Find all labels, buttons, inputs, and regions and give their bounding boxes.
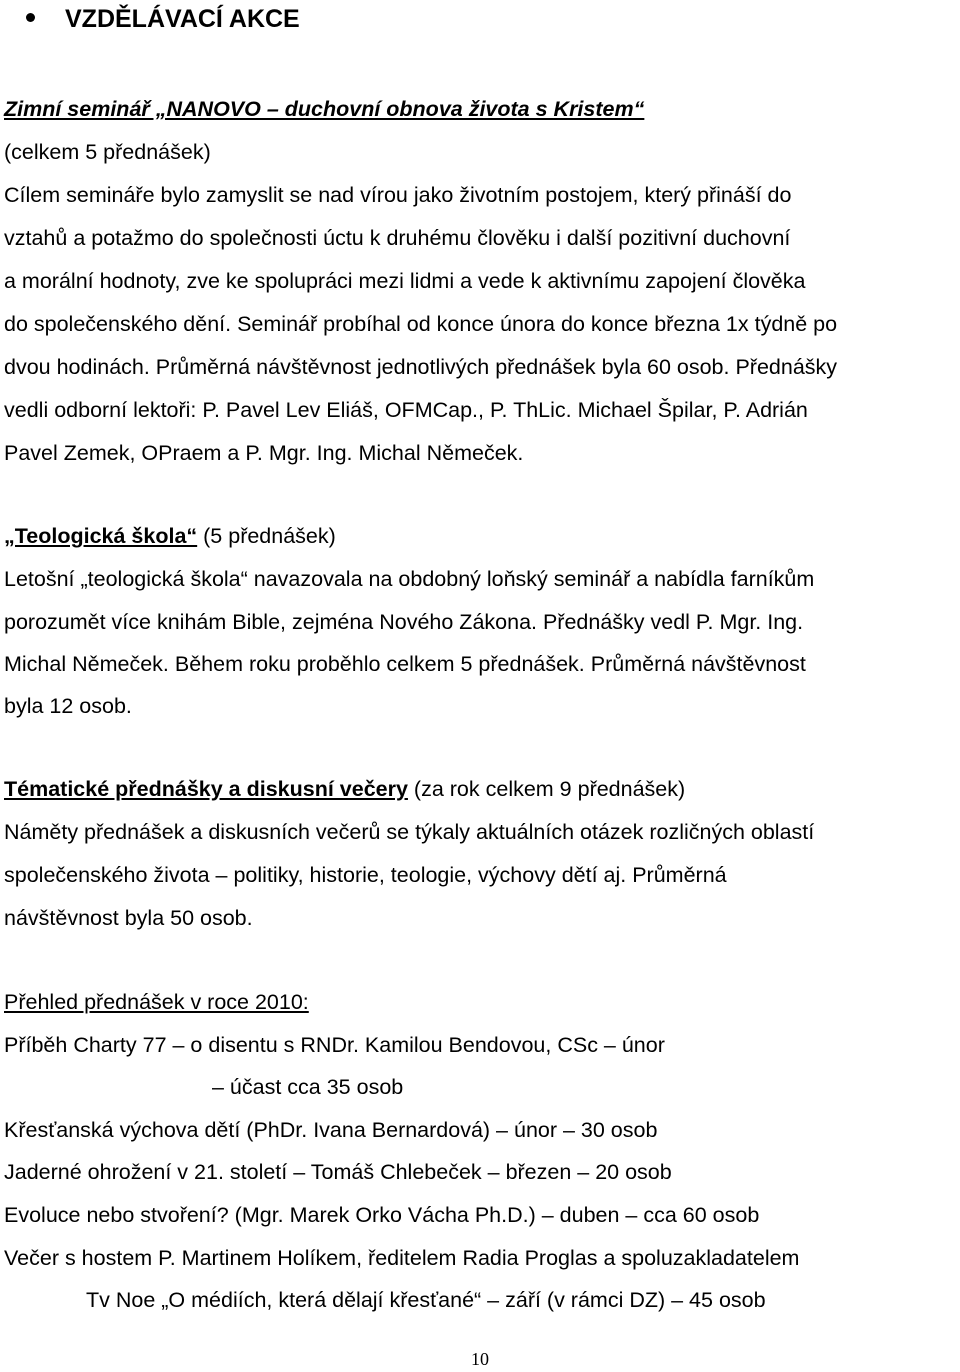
theology-line: byla 12 osob. (4, 694, 132, 718)
section-heading: VZDĚLÁVACÍ AKCE (65, 5, 300, 33)
overview-item: Evoluce nebo stvoření? (Mgr. Marek Orko Vácha Ph.D.) – duben – cca 60 osob (4, 1203, 760, 1227)
overview-item: Příběh Charty 77 – o disentu s RNDr. Kamilou Bendovou, CSc – únor (4, 1033, 665, 1057)
theology-title: „Teologická škola“ (4, 524, 198, 548)
bullet-icon (26, 13, 35, 22)
thematic-count: (za rok celkem 9 přednášek) (407, 777, 686, 801)
overview-item: Křesťanská výchova dětí (PhDr. Ivana Bernardová) – únor – 30 osob (4, 1118, 658, 1142)
seminar-count: (celkem 5 přednášek) (4, 140, 211, 164)
theology-heading (4, 523, 336, 549)
theology-line: Michal Němeček. Během roku proběhlo celkem 5 přednášek. Průměrná návštěvnost (4, 652, 806, 676)
thematic-line: Náměty přednášek a diskusních večerů se týkaly aktuálních otázek rozličných oblastí (4, 820, 815, 844)
overview-item: Jaderné ohrožení v 21. století – Tomáš Chlebeček – březen – 20 osob (4, 1160, 672, 1184)
thematic-line: návštěvnost byla 50 osob. (4, 906, 253, 930)
seminar-line: a morální hodnoty, zve ke spolupráci mezi lidmi a vede k aktivnímu zapojení člověka (4, 269, 806, 293)
overview-item: Tv Noe „O médiích, která dělají křesťané“ – září (v rámci DZ) – 45 osob (86, 1288, 766, 1312)
seminar-line: do společenského dění. Seminář probíhal od konce února do konce března 1x týdně po (4, 312, 838, 336)
seminar-line: dvou hodinách. Průměrná návštěvnost jednotlivých přednášek byla 60 osob. Přednášky (4, 355, 838, 379)
theology-line: porozumět více knihám Bible, zejména Nového Zákona. Přednášky vedl P. Mgr. Ing. (4, 610, 804, 634)
seminar-line: Pavel Zemek, OPraem a P. Mgr. Ing. Michal Němeček. (4, 441, 524, 465)
seminar-line: Cílem semináře bylo zamyslit se nad vírou jako životním postojem, který přináší do (4, 183, 792, 207)
thematic-title: Tématické přednášky a diskusní večery (4, 777, 408, 801)
overview-item: – účast cca 35 osob (212, 1075, 404, 1099)
seminar-line: vedli odborní lektoři: P. Pavel Lev Eliáš, OFMCap., P. ThLic. Michael Špilar, P. Adrián (4, 398, 808, 422)
seminar-line: vztahů a potažmo do společnosti úctu k druhému člověku i další pozitivní duchovní (4, 226, 791, 250)
overview-item: Večer s hostem P. Martinem Holíkem, ředitelem Radia Proglas a spoluzakladatelem (4, 1246, 800, 1270)
thematic-heading (4, 776, 685, 802)
overview-title: Přehled přednášek v roce 2010: (4, 990, 309, 1014)
theology-count: (5 přednášek) (197, 524, 336, 548)
theology-line: Letošní „teologická škola“ navazovala na obdobný loňský seminář a nabídla farníkům (4, 567, 815, 591)
page-number: 10 (471, 1349, 489, 1369)
seminar-title: Zimní seminář „NANOVO – duchovní obnova života s Kristem“ (4, 97, 645, 121)
thematic-line: společenského života – politiky, historie, teologie, výchovy dětí aj. Průměrná (4, 863, 727, 887)
